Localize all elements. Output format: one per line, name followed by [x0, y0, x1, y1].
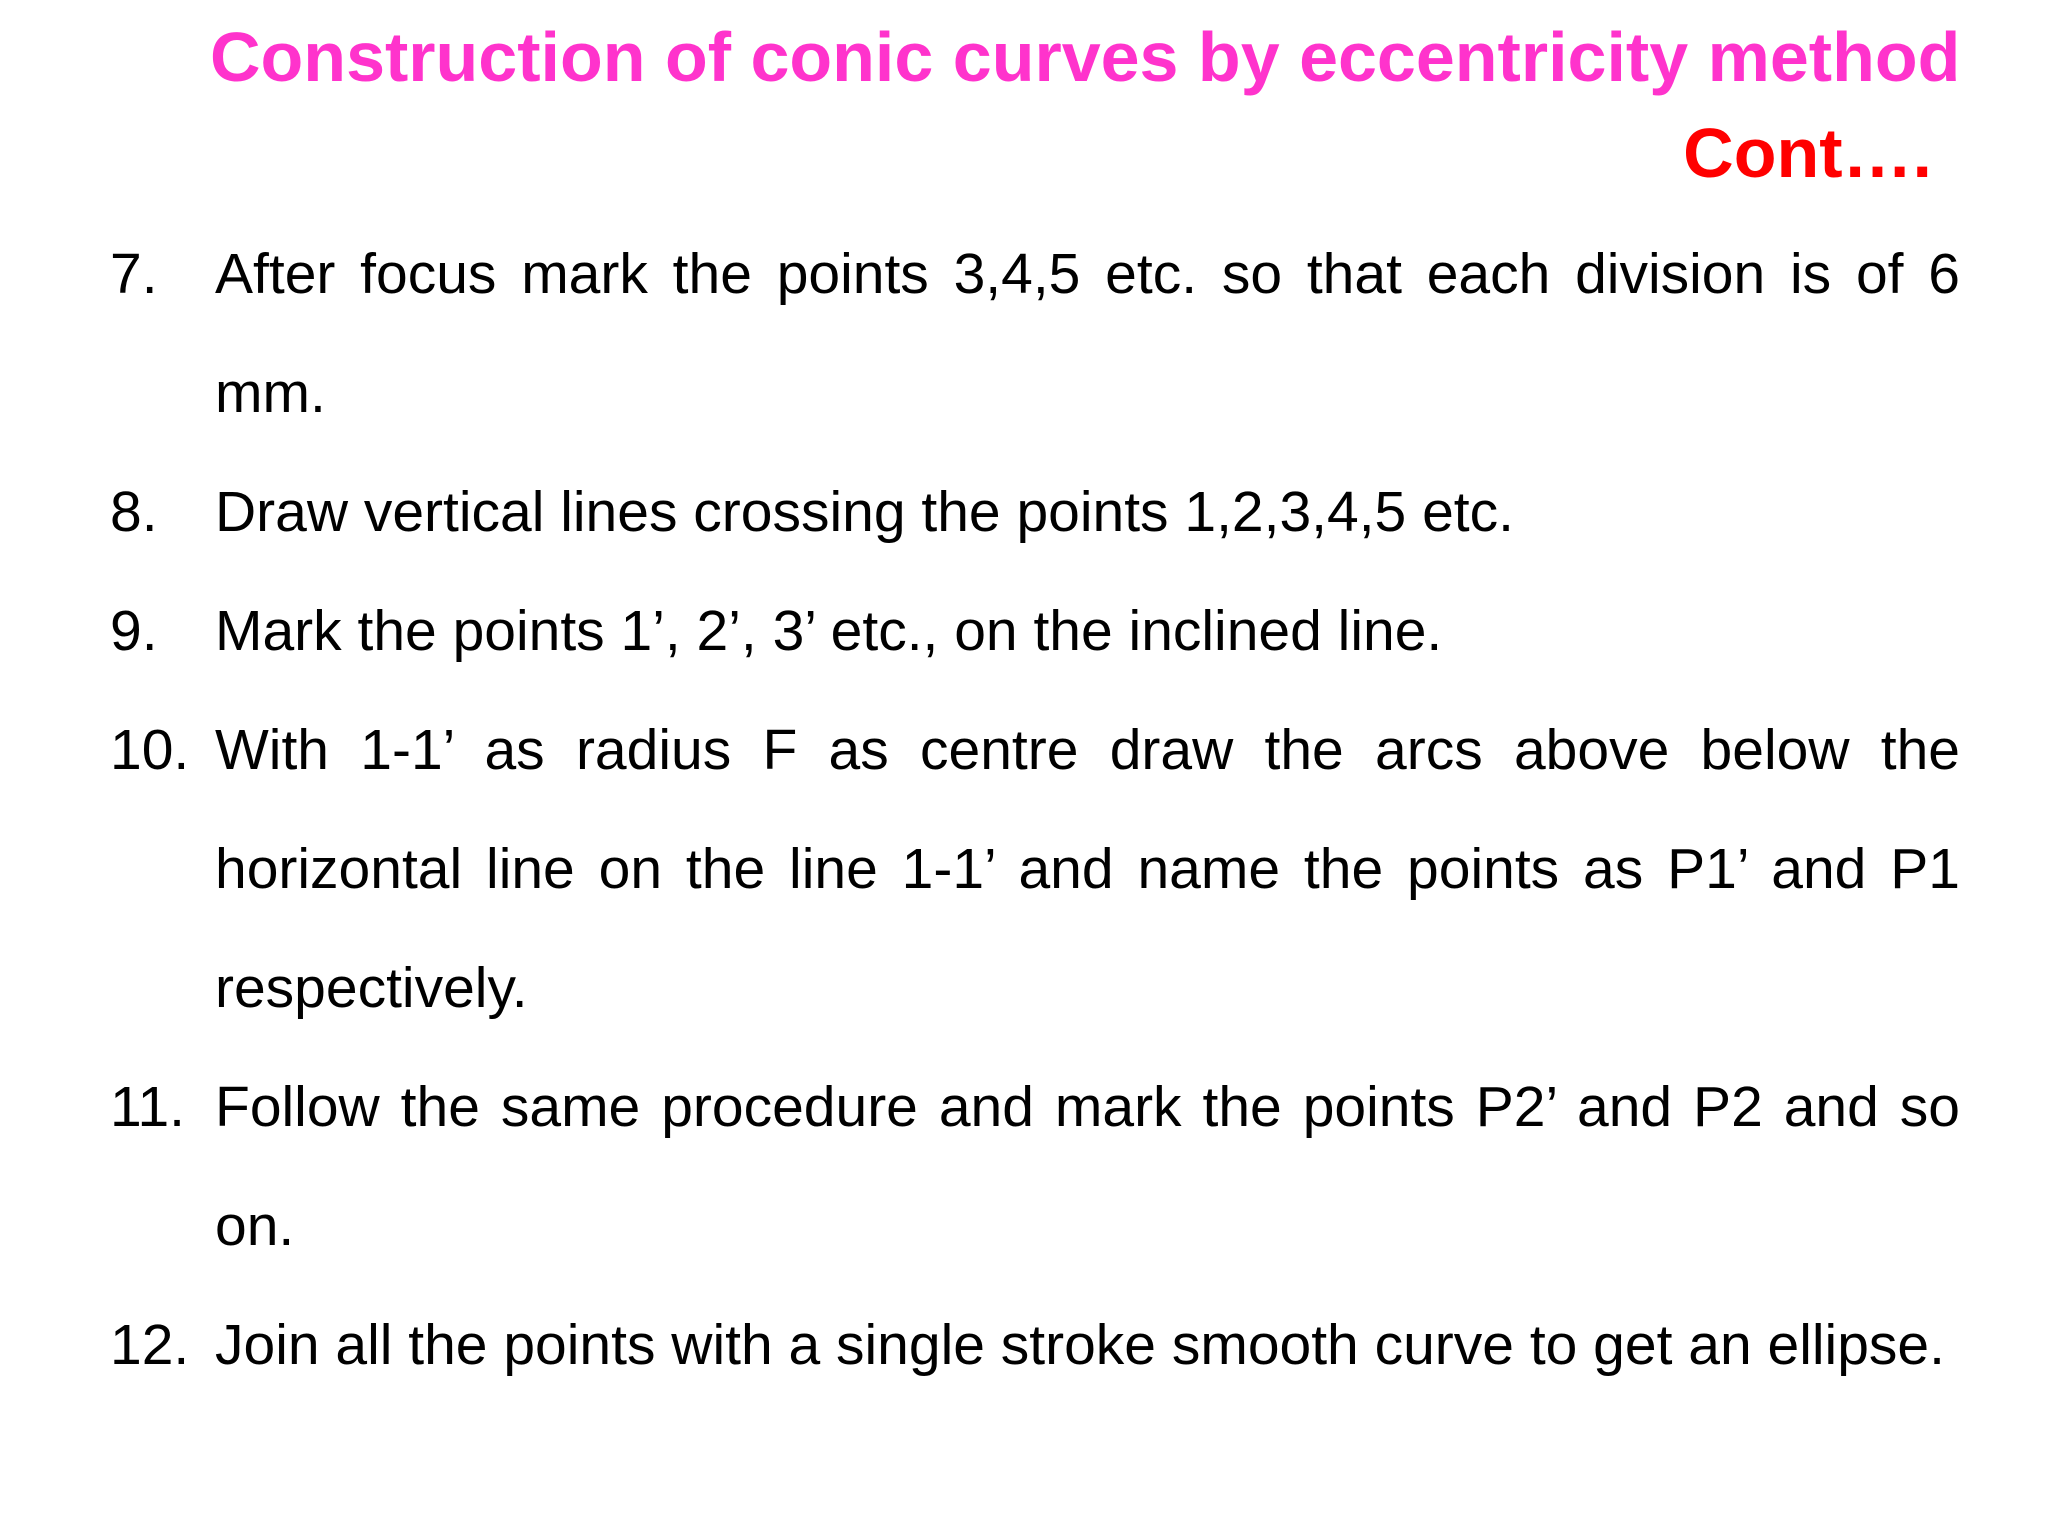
step-number: 11. — [110, 1075, 186, 1139]
step-number: 7. — [110, 242, 158, 306]
step-number: 10. — [110, 718, 190, 782]
step-item — [110, 215, 1960, 453]
step-item — [110, 1286, 1960, 1405]
step-number: 8. — [110, 480, 158, 544]
slide-title: Construction of conic curves by eccentricity method — [210, 18, 1961, 96]
step-text: After focus mark the points 3,4,5 etc. so that each division is of 6 mm. — [215, 242, 1960, 425]
step-text: With 1-1’ as radius F as centre draw the arcs above below the horizontal line on the line 1-1’ and name the points as P1’ and P1 respectively. — [215, 718, 1960, 1020]
step-text: Join all the points with a single stroke smooth curve to get an ellipse. — [215, 1313, 1945, 1377]
step-number: 9. — [110, 599, 158, 663]
step-text: Mark the points 1’, 2’, 3’ etc., on the inclined line. — [215, 599, 1443, 663]
step-item — [110, 691, 1960, 1048]
step-text: Draw vertical lines crossing the points 1,2,3,4,5 etc. — [215, 480, 1514, 544]
step-item — [110, 572, 1960, 691]
step-item — [110, 1048, 1960, 1286]
step-item — [110, 453, 1960, 572]
step-number: 12. — [110, 1313, 190, 1377]
steps-list — [110, 215, 1960, 1405]
step-text: Follow the same procedure and mark the points P2’ and P2 and so on. — [215, 1075, 1960, 1258]
slide-subtitle: Cont…. — [1683, 114, 1932, 192]
